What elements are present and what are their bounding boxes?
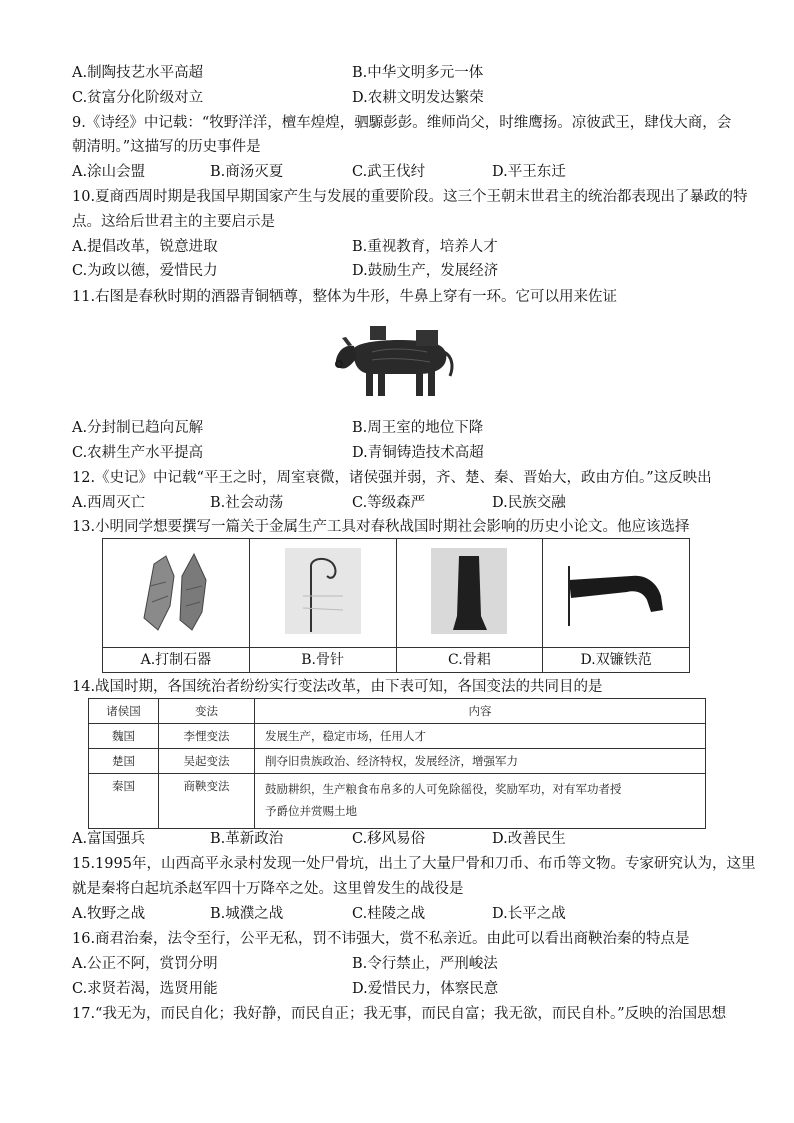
q13-image-b [249,539,396,648]
q13-option-d[interactable]: D.双镰铁范 [543,648,690,673]
bone-needle-icon [283,546,363,636]
q13-option-b[interactable]: B.骨针 [249,648,396,673]
q10-option-a[interactable]: A.提倡改革，锐意进取 [72,239,218,255]
q12-option-a[interactable]: A.西周灭亡 [72,495,146,511]
q9-option-a[interactable]: A.涂山会盟 [72,164,146,180]
q10-stem-line1: 10.夏商西周时期是我国早期国家产生与发展的重要阶段。这三个王朝末世君主的统治都表现出了暴政的特 [72,189,748,205]
q13-option-c[interactable]: C.骨耜 [396,648,543,673]
q15-option-b[interactable]: B.城濮之战 [210,906,284,922]
q13-image-c [396,539,543,648]
q13-image-table [102,538,690,673]
table-cell: 削夺旧贵族政治、经济特权，发展经济，增强军力 [255,749,706,774]
q12-stem-line1: 12.《史记》中记载“平王之时，周室衰微，诸侯强并弱，齐、楚、秦、晋始大，政由方伯。”这反映出 [72,470,712,486]
q14-header-state: 诸侯国 [89,699,159,724]
table-cell [255,774,706,829]
table-cell: 商鞅变法 [159,774,255,829]
q9-stem-line1: 9.《诗经》中记载：“牧野洋洋，檀车煌煌，驷騵彭彭。维师尚父，时维鹰扬。凉彼武王，肆伐大商，会 [72,115,732,131]
q17-stem-line1: 17.“我无为，而民自化；我好静，而民自正；我无事，而民自富；我无欲，而民自朴。”反映的治国思想 [72,1006,727,1022]
q14-header-content: 内容 [255,699,706,724]
q16-option-b[interactable]: B.令行禁止，严刑峻法 [352,956,498,972]
table-cell: 秦国 [89,774,159,829]
table-cell: 楚国 [89,749,159,774]
q8-option-b[interactable]: B.中华文明多元一体 [352,65,484,81]
q9-stem-line2: 朝清明。”这描写的历史事件是 [72,139,261,155]
q15-option-c[interactable]: C.桂陵之战 [352,906,426,922]
q10-option-d[interactable]: D.鼓励生产，发展经济 [352,263,499,279]
q8-option-c[interactable]: C.贫富分化阶级对立 [72,90,204,106]
q9-option-d[interactable]: D.平王东迁 [492,164,566,180]
q13-stem-line1: 13.小明同学想要撰写一篇关于金属生产工具对春秋战国时期社会影响的历史小论文。他应该选择 [72,519,690,535]
q14-option-c[interactable]: C.移风易俗 [352,831,426,847]
q12-option-d[interactable]: D.民族交融 [492,495,566,511]
q10-option-c[interactable]: C.为政以德，爱惜民力 [72,263,218,279]
q11-option-d[interactable]: D.青铜铸造技术高超 [352,445,484,461]
q14-option-d[interactable]: D.改善民生 [492,831,566,847]
q11-stem-line1: 11.右图是春秋时期的酒器青铜牺尊，整体为牛形，牛鼻上穿有一环。它可以用来佐证 [72,289,618,305]
q11-option-b[interactable]: B.周王室的地位下降 [352,420,484,436]
table-cell: 发展生产，稳定市场，任用人才 [255,724,706,749]
q10-option-b[interactable]: B.重视教育，培养人才 [352,239,498,255]
q10-stem-line2: 点。这给后世君主的主要启示是 [72,214,275,230]
q16-option-c[interactable]: C.求贤若渴，选贤用能 [72,981,218,997]
q14-header-reform: 变法 [159,699,255,724]
bone-spade-icon [429,546,509,636]
q15-option-a[interactable]: A.牧野之战 [72,906,146,922]
q9-option-c[interactable]: C.武王伐纣 [352,164,426,180]
q13-image-d [543,539,690,648]
q11-option-c[interactable]: C.农耕生产水平提高 [72,445,204,461]
q14-option-a[interactable]: A.富国强兵 [72,831,146,847]
q16-option-a[interactable]: A.公正不阿，赏罚分明 [72,956,218,972]
q15-option-d[interactable]: D.长平之战 [492,906,566,922]
bronze-ox-icon [332,318,460,400]
bronze-ox-vessel-image [332,318,460,400]
q9-option-b[interactable]: B.商汤灭夏 [210,164,284,180]
q12-option-b[interactable]: B.社会动荡 [210,495,284,511]
table-cell: 魏国 [89,724,159,749]
q15-stem-line2: 就是秦将白起坑杀赵军四十万降卒之处。这里曾发生的战役是 [72,881,464,897]
q13-option-a[interactable]: A.打制石器 [103,648,250,673]
q14-stem-line1: 14.战国时期，各国统治者纷纷实行变法改革，由下表可知，各国变法的共同目的是 [72,679,603,695]
q12-option-c[interactable]: C.等级森严 [352,495,426,511]
table-cell: 李悝变法 [159,724,255,749]
q8-option-d[interactable]: D.农耕文明发达繁荣 [352,90,484,106]
q11-option-a[interactable]: A.分封制已趋向瓦解 [72,420,204,436]
q13-image-a [103,539,250,648]
q14-reform-table [88,698,706,829]
q15-stem-line1: 15.1995年，山西高平永录村发现一处尸骨坑，出土了大量尸骨和刀币、布币等文物。专家研究认为，这里 [72,856,756,872]
q16-option-d[interactable]: D.爱惜民力，体察民意 [352,981,499,997]
q8-option-a[interactable]: A.制陶技艺水平高超 [72,65,204,81]
q16-stem-line1: 16.商君治秦，法令至行，公平无私，罚不讳强大，赏不私亲近。由此可以看出商鞅治秦的特点是 [72,931,690,947]
table-cell-line2: 予爵位并赏赐土地 [265,804,357,818]
table-cell-line1: 鼓励耕织，生产粮食布帛多的人可免除徭役，奖励军功，对有军功者授 [265,782,622,796]
table-cell: 吴起变法 [159,749,255,774]
iron-sickle-mold-icon [561,546,671,636]
q14-option-b[interactable]: B.革新政治 [210,831,284,847]
chipped-stone-tool-icon [136,546,216,636]
